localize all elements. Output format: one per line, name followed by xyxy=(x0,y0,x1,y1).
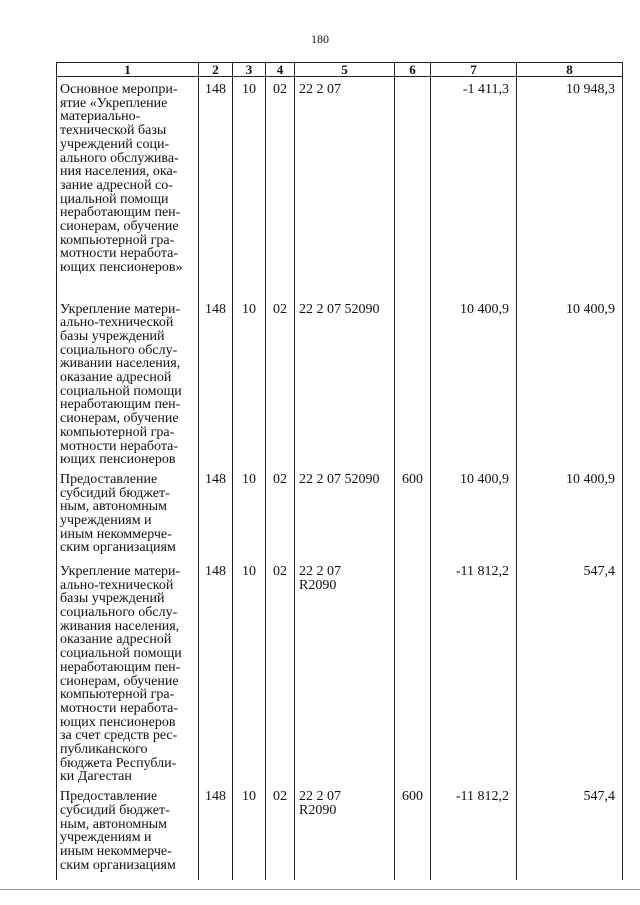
cell-amount-total: 10 400,9 xyxy=(517,297,623,467)
cell-code-6 xyxy=(395,77,431,297)
cell-code-6 xyxy=(395,297,431,467)
cell-code-3: 10 xyxy=(233,559,266,784)
page-number: 180 xyxy=(311,32,329,46)
cell-code-4: 02 xyxy=(266,559,295,784)
header-row xyxy=(57,63,623,77)
table-row xyxy=(57,784,623,880)
row-name: Укрепление матери- ально-технической базы учреждений социального обслу- живании населения, оказание адресной социальной помощи неработающим пен- сионерам, обучение компьютерной гра- мотности неработа- ющих пенсионеров xyxy=(57,297,199,467)
budget-table xyxy=(56,62,623,880)
cell-code-2: 148 xyxy=(199,77,233,297)
cell-code-5: 22 2 07 R2090 xyxy=(295,784,395,880)
cell-code-4: 02 xyxy=(266,784,295,880)
cell-code-3: 10 xyxy=(233,77,266,297)
cell-amount-change: 10 400,9 xyxy=(431,297,517,467)
cell-amount-change: -1 411,3 xyxy=(431,77,517,297)
cell-code-5: 22 2 07 52090 xyxy=(295,467,395,559)
row-name: Основное меропри- ятие «Укрепление материально- технической базы учреждений соци- ального обслужива- ния населения, ока- зание адресной со- циальной помощи неработающим пен- сионерам, обучение компьютерной гра- мотности неработа- ющих пенсионеров» xyxy=(57,77,199,297)
cell-code-5: 22 2 07 52090 xyxy=(295,297,395,467)
cell-code-6 xyxy=(395,559,431,784)
row-name: Укрепление матери- ально-технической базы учреждений социального обслу- живания населения, оказание адресной социальной помощи неработающим пен- сионерам, обучение компьютерной гра- мотности неработа- ющих пенсионеров за счет средств рес- публиканского бюджета Республи- ки Дагестан xyxy=(57,559,199,784)
column-header: 5 xyxy=(295,63,395,77)
cell-amount-change: -11 812,2 xyxy=(431,559,517,784)
row-name: Предоставление субсидий бюджет- ным, автономным учреждениям и иным некоммерче- ским организациям xyxy=(57,784,199,880)
cell-code-2: 148 xyxy=(199,297,233,467)
row-name: Предоставление субсидий бюджет- ным, автономным учреждениям и иным некоммерче- ским организациям xyxy=(57,467,199,559)
table-row xyxy=(57,77,623,297)
cell-code-2: 148 xyxy=(199,467,233,559)
cell-code-4: 02 xyxy=(266,467,295,559)
cell-code-2: 148 xyxy=(199,559,233,784)
cell-code-3: 10 xyxy=(233,297,266,467)
column-header: 7 xyxy=(431,63,517,77)
table-row xyxy=(57,559,623,784)
table-row xyxy=(57,297,623,467)
cell-code-3: 10 xyxy=(233,467,266,559)
cell-code-4: 02 xyxy=(266,77,295,297)
column-header: 1 xyxy=(57,63,199,77)
table-row xyxy=(57,467,623,559)
cell-code-6: 600 xyxy=(395,467,431,559)
cell-amount-total: 547,4 xyxy=(517,559,623,784)
footer-divider xyxy=(0,889,640,890)
cell-amount-total: 10 948,3 xyxy=(517,77,623,297)
cell-code-2: 148 xyxy=(199,784,233,880)
cell-code-5: 22 2 07 xyxy=(295,77,395,297)
cell-code-6: 600 xyxy=(395,784,431,880)
cell-code-5: 22 2 07 R2090 xyxy=(295,559,395,784)
cell-code-4: 02 xyxy=(266,297,295,467)
column-header: 8 xyxy=(517,63,623,77)
cell-amount-total: 10 400,9 xyxy=(517,467,623,559)
column-header: 4 xyxy=(266,63,295,77)
cell-amount-total: 547,4 xyxy=(517,784,623,880)
cell-amount-change: -11 812,2 xyxy=(431,784,517,880)
column-header: 2 xyxy=(199,63,233,77)
cell-code-3: 10 xyxy=(233,784,266,880)
cell-amount-change: 10 400,9 xyxy=(431,467,517,559)
column-header: 3 xyxy=(233,63,266,77)
column-header: 6 xyxy=(395,63,431,77)
